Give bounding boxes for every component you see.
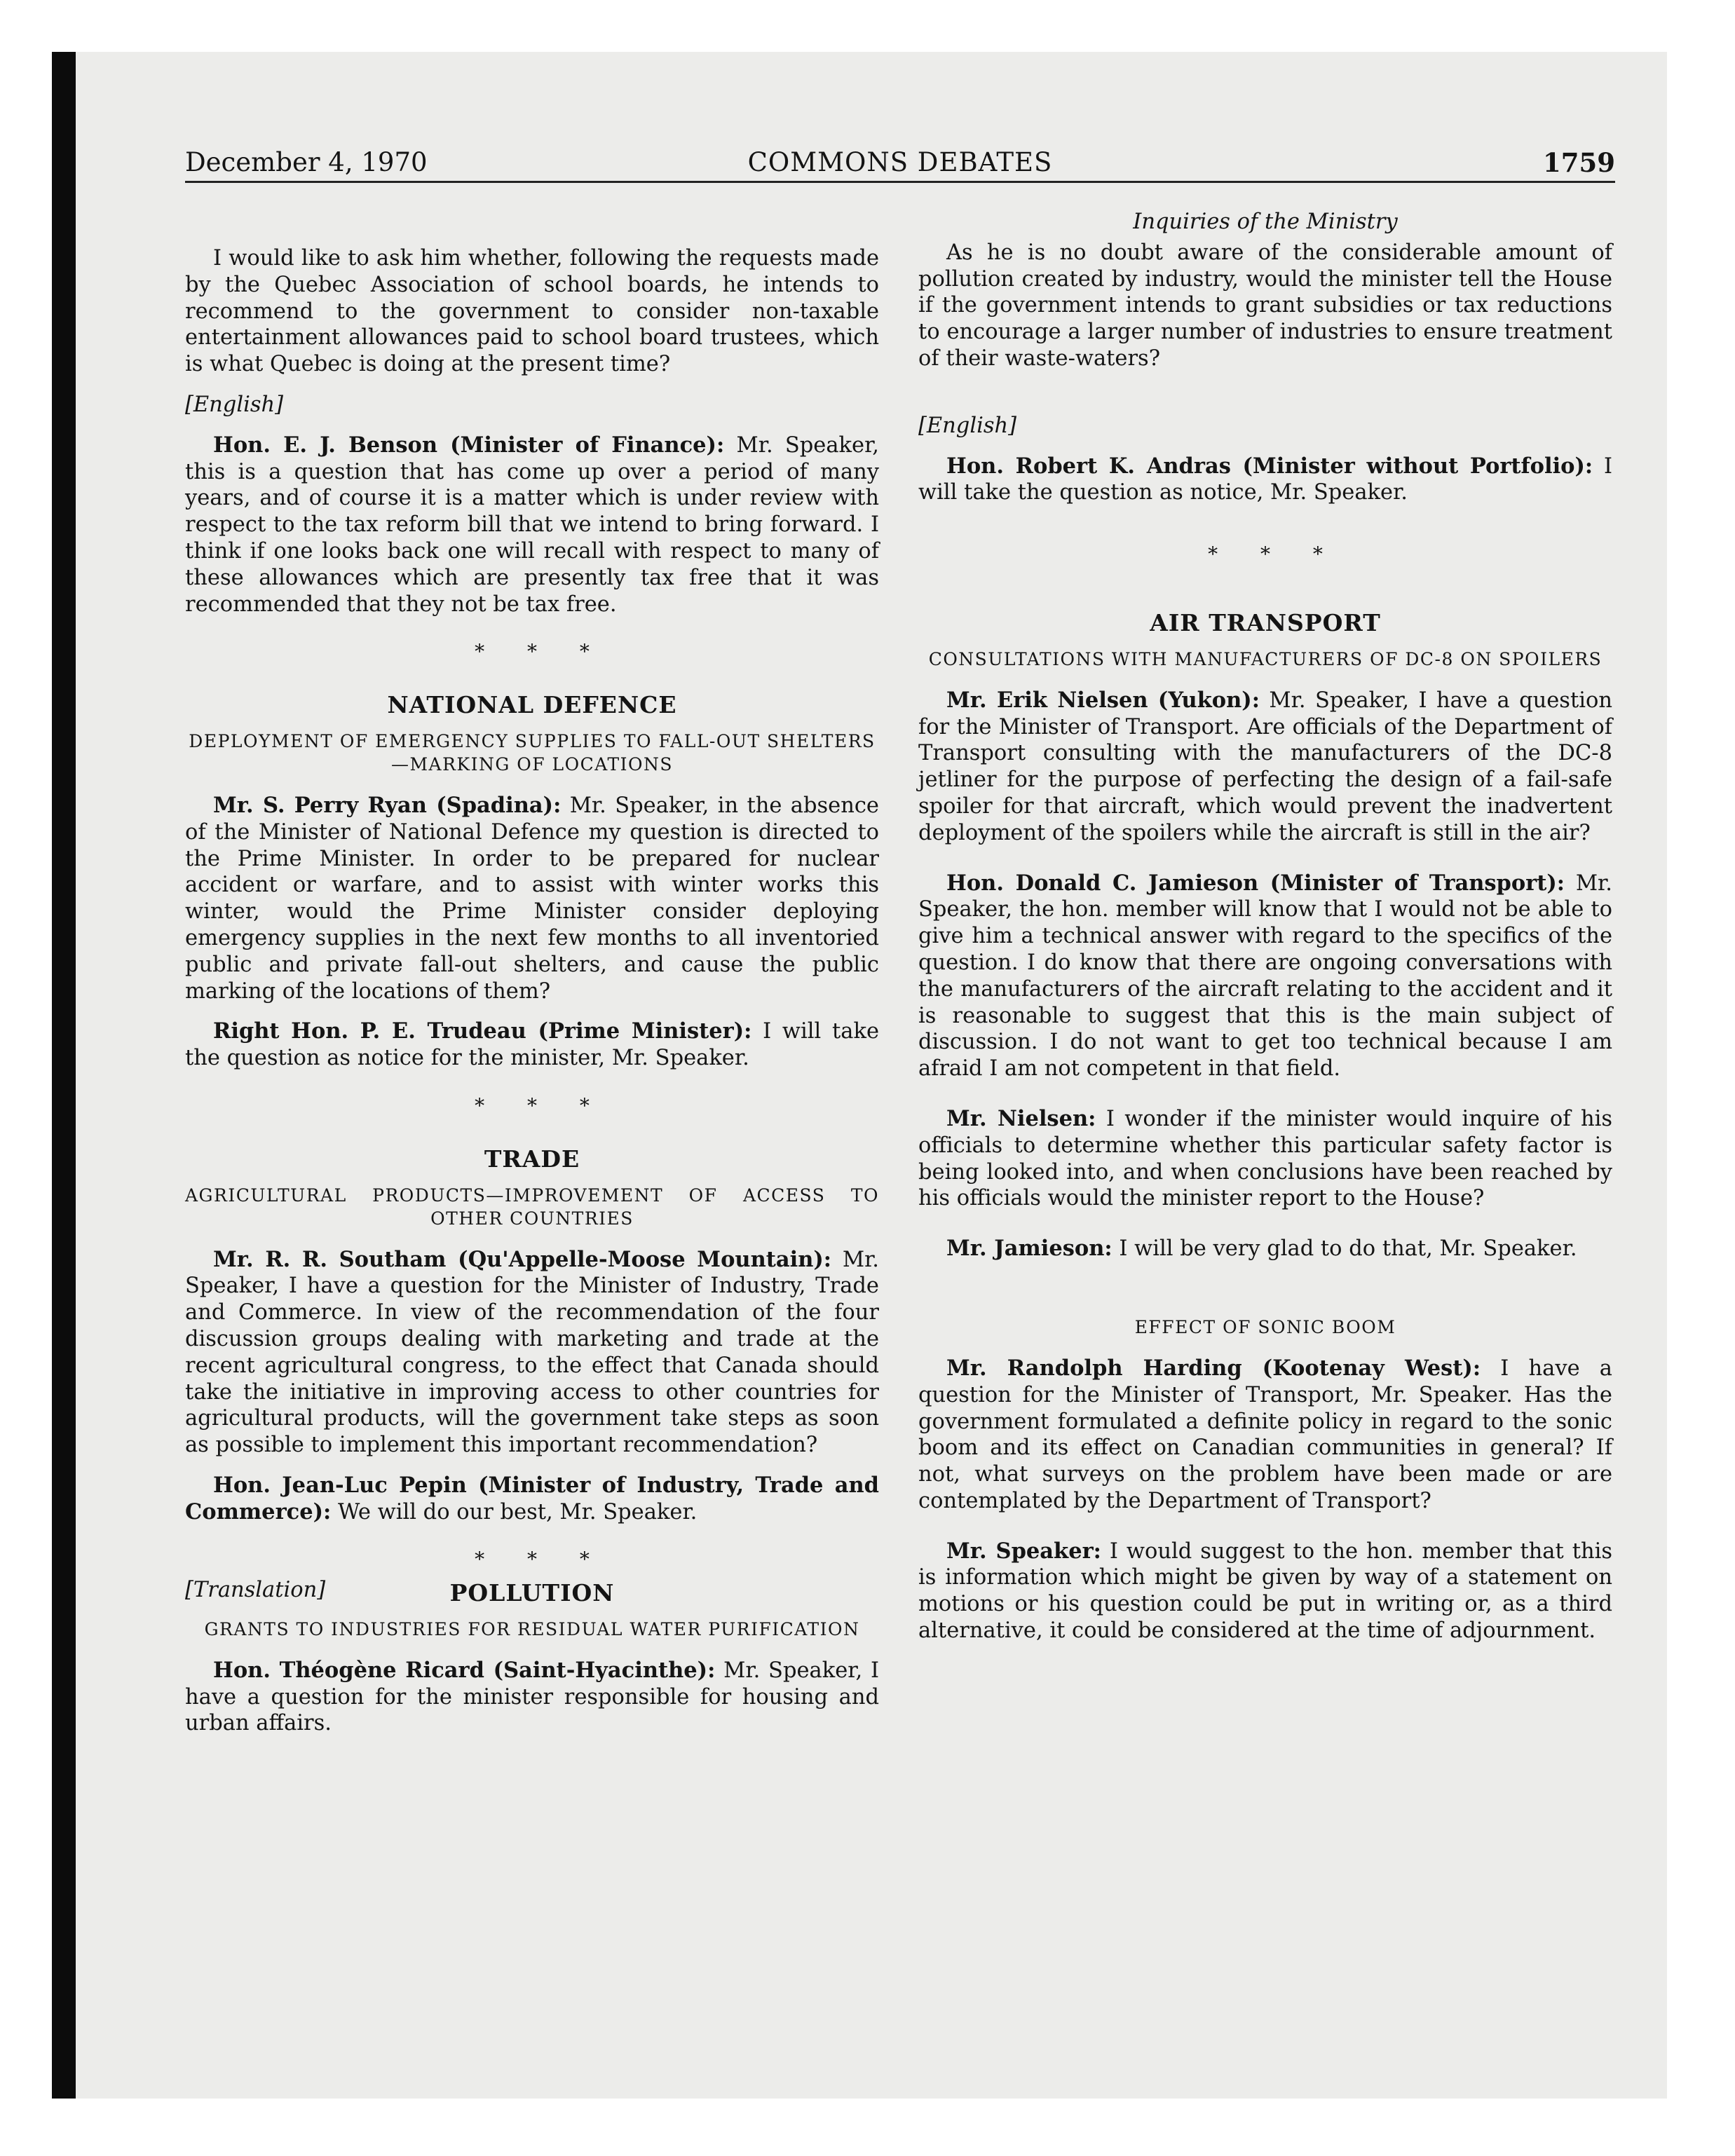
paragraph [918,688,1612,847]
speech-text: I would suggest to the hon. member that this is information which might be given by way of a statement on motions or his question could be put in writing or, as a third alternative, it could be considered at the time of adjournment. [918,1538,1613,1644]
header-date: December 4, 1970 [185,147,428,177]
speaker-name: Mr. Jamieson: [946,1236,1113,1262]
section-separator: * * * [475,1093,608,1117]
section-heading: POLLUTION [449,1579,615,1607]
running-head: Inquiries of the Ministry [1133,210,1398,234]
section-separator: * * * [475,640,608,664]
section-heading: NATIONAL DEFENCE [387,691,677,719]
speech-text: Mr. Speaker, the hon. member will know that I would not be able to give him a technical answer with regard to the specifics of the question. I do know that there are ongoing conversations with the manufacturers of the aircraft relating to the accident and it is reasonable to suggest that this is the main subject of discussion. I do not want to get too technical because I am afraid I am not competent in that field. [918,871,1612,1082]
paragraph [185,432,879,618]
speaker-name: Mr. Nielsen: [946,1105,1096,1131]
paragraph [918,1106,1612,1212]
speech-text: I will be very glad to do that, Mr. Speaker. [1112,1236,1577,1262]
paragraph [918,453,1612,507]
speaker-name: Right Hon. P. E. Trudeau (Prime Minister): [213,1018,752,1044]
paragraph [918,871,1612,1082]
speaker-name: Mr. Speaker: [946,1538,1101,1564]
header-title: COMMONS DEBATES [747,147,1053,177]
speech-text: I will take the question as notice for the minister, Mr. Speaker. [185,1019,879,1071]
section-separator: * * * [475,1548,608,1571]
section-separator: * * * [1208,543,1341,566]
page-header [185,144,1615,183]
speech-text: I wonder if the minister would inquire of his officials to determine whether this particular safety factor is being looked into, and when conclusions have been reached by his officials would the minister report to the House? [918,1106,1613,1211]
subheading: GRANTS TO INDUSTRIES FOR RESIDUAL WATER PURIFICATION [204,1618,860,1639]
paragraph [918,1356,1612,1515]
speech-text: Mr. Speaker, I have a question for the Minister of Industry, Trade and Commerce. In view of the recommendation of the four discussion groups dealing with marketing and trade at the recent agricultural congress, to the effect that Canada should take the initiative in improving access to other countries for agricultural products, will the government take steps as soon as possible to implement this important recommendation? [185,1247,879,1458]
speaker-name: Mr. S. Perry Ryan (Spadina): [213,792,562,818]
paragraph [185,1658,879,1737]
subheading: EFFECT OF SONIC BOOM [1134,1316,1396,1337]
paragraph: As he is no doubt aware of the considerable amount of pollution created by industry, would the minister tell the House if the government intends to grant subsidies or tax reductions to encourage a larger number of industries to ensure treatment of their waste-waters? [918,240,1612,371]
language-marker: [Translation] [185,1578,326,1603]
section-heading: TRADE [484,1145,580,1173]
speaker-name: Mr. Randolph Harding (Kootenay West): [946,1355,1481,1381]
speaker-name: Hon. Robert K. Andras (Minister without Portfolio): [946,453,1593,479]
speech-text: Mr. Speaker, I have a question for the Minister of Transport. Are officials of the Department of Transport consulting with the manufacturers of the DC-8 jetliner for the purpose of perfecting the design of a fail-safe spoiler for that aircraft, which would prevent the inadvertent deployment of the spoilers while the aircraft is still in the air? [918,688,1612,845]
header-page-number: 1759 [1543,147,1615,178]
paragraph [185,1247,879,1459]
speech-text: Mr. Speaker, this is a question that has come up over a period of many years, and of course it is a matter which is under review with respect to the tax reform bill that we intend to bring forward. I think if one looks back one will recall with respect to many of these allowances which are presently tax free that it was recommended that they not be tax free. [185,432,879,617]
paragraph: I would like to ask him whether, following the requests made by the Quebec Association of school boards, he intends to recommend to the government to consider non-taxable entertainment allowances paid to school board trustees, which is what Quebec is doing at the present time? [185,246,879,377]
speaker-name: Hon. Donald C. Jamieson (Minister of Transport): [946,870,1565,896]
speaker-name: Hon. Jean-Luc Pepin (Minister of Industry, Trade and Commerce): [185,1472,879,1524]
left-column [185,209,879,1737]
speaker-name: Hon. E. J. Benson (Minister of Finance): [213,432,725,458]
speaker-name: Mr. R. R. Southam (Qu'Appelle-Moose Mountain): [213,1246,832,1272]
section-heading: AIR TRANSPORT [1150,608,1381,636]
paragraph [918,1538,1612,1644]
language-marker: [English] [185,392,284,417]
speech-text: I will take the question as notice, Mr. Speaker. [918,453,1612,505]
subheading: DEPLOYMENT OF EMERGENCY SUPPLIES TO FALL-OUT SHELTERS—MARKING OF LOCATIONS [189,730,876,775]
paragraph [185,1473,879,1526]
subheading: CONSULTATIONS WITH MANUFACTURERS OF DC-8 ON SPOILERS [928,648,1603,669]
speech-text: Mr. Speaker, I have a question for the minister responsible for housing and urban affairs. [185,1658,879,1736]
speech-text: Mr. Speaker, in the absence of the Minister of National Defence my question is directed to the Prime Minister. In order to be prepared for nuclear accident or warfare, and to assist with winter works this winter, would the Prime Minister consider deploying emergency supplies in the next few months to all inventoried public and private fall-out shelters, and cause the public marking of the locations of them? [185,793,879,1004]
subheading: AGRICULTURAL PRODUCTS—IMPROVEMENT OF ACCESS TO OTHER COUNTRIES [185,1185,879,1229]
language-marker: [English] [918,413,1017,438]
paragraph [185,1018,879,1072]
speech-text: We will do our best, Mr. Speaker. [331,1499,698,1524]
scan-edge-bar [52,52,76,2099]
speech-text: I have a question for the Minister of Transport, Mr. Speaker. Has the government formulated a definite policy in regard to the sonic boom and its effect on Canadian communities in general? If not, what surveys on the problem have been made or are contemplated by the Department of Transport? [918,1356,1612,1513]
paragraph [185,793,879,1004]
right-column [918,209,1612,1644]
paragraph [918,1236,1612,1262]
speaker-name: Hon. Théogène Ricard (Saint-Hyacinthe): [213,1657,716,1683]
speaker-name: Mr. Erik Nielsen (Yukon): [946,687,1260,713]
